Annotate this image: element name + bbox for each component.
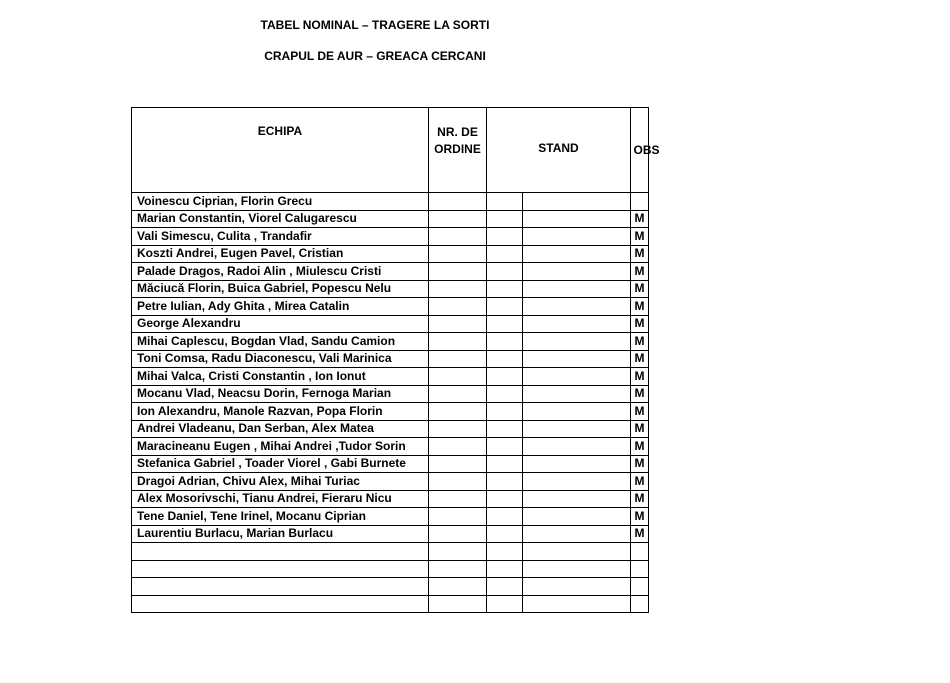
cell-stand-b [523,280,631,298]
cell-echipa: Tene Daniel, Tene Irinel, Mocanu Ciprian [132,508,429,526]
cell-echipa: Mihai Caplescu, Bogdan Vlad, Sandu Camion [132,333,429,351]
cell-stand-b [523,490,631,508]
cell-nr-ordine [429,280,487,298]
cell-stand-a [487,245,523,263]
cell-stand-a [487,228,523,246]
cell-echipa: Maracineanu Eugen , Mihai Andrei ,Tudor Sorin [132,438,429,456]
cell-echipa: Andrei Vladeanu, Dan Serban, Alex Matea [132,420,429,438]
cell-stand-b [523,245,631,263]
cell-nr-ordine [429,543,487,561]
cell-echipa: Marian Constantin, Viorel Calugarescu [132,210,429,228]
cell-stand-a [487,315,523,333]
header-nr-line2: ORDINE [434,142,481,156]
table-row [132,368,649,386]
table-row [132,333,649,351]
cell-echipa [132,595,429,613]
cell-nr-ordine [429,508,487,526]
cell-stand-a [487,508,523,526]
cell-stand-a [487,403,523,421]
table-row [132,455,649,473]
table-row [132,420,649,438]
cell-obs: M [631,333,649,351]
cell-nr-ordine [429,438,487,456]
cell-stand-b [523,525,631,543]
cell-stand-b [523,193,631,211]
table-row [132,508,649,526]
cell-echipa: Petre Iulian, Ady Ghita , Mirea Catalin [132,298,429,316]
cell-obs [631,560,649,578]
cell-nr-ordine [429,210,487,228]
table-row [132,228,649,246]
cell-stand-a [487,420,523,438]
table-row [132,315,649,333]
cell-nr-ordine [429,595,487,613]
cell-obs: M [631,438,649,456]
cell-stand-a [487,350,523,368]
cell-stand-a [487,298,523,316]
cell-echipa: George Alexandru [132,315,429,333]
cell-nr-ordine [429,473,487,491]
cell-stand-b [523,210,631,228]
cell-obs: M [631,368,649,386]
cell-echipa [132,578,429,596]
cell-stand-b [523,350,631,368]
cell-nr-ordine [429,455,487,473]
cell-echipa: Alex Mosorivschi, Tianu Andrei, Fieraru Nicu [132,490,429,508]
cell-obs: M [631,350,649,368]
cell-stand-b [523,578,631,596]
cell-stand-b [523,368,631,386]
cell-obs: M [631,525,649,543]
table-row [132,438,649,456]
cell-obs: M [631,473,649,491]
cell-echipa: Vali Simescu, Culita , Trandafir [132,228,429,246]
cell-stand-b [523,508,631,526]
cell-stand-a [487,438,523,456]
cell-echipa: Mocanu Vlad, Neacsu Dorin, Fernoga Marian [132,385,429,403]
cell-stand-b [523,438,631,456]
cell-obs: M [631,263,649,281]
cell-echipa: Laurentiu Burlacu, Marian Burlacu [132,525,429,543]
cell-nr-ordine [429,368,487,386]
cell-echipa: Palade Dragos, Radoi Alin , Miulescu Cristi [132,263,429,281]
cell-echipa [132,560,429,578]
cell-nr-ordine [429,560,487,578]
cell-stand-a [487,490,523,508]
cell-obs: M [631,455,649,473]
cell-stand-a [487,595,523,613]
cell-stand-a [487,385,523,403]
cell-obs [631,193,649,211]
cell-nr-ordine [429,228,487,246]
cell-echipa: Măciucă Florin, Buica Gabriel, Popescu Nelu [132,280,429,298]
cell-stand-a [487,525,523,543]
cell-obs: M [631,280,649,298]
cell-nr-ordine [429,350,487,368]
cell-stand-a [487,560,523,578]
table-row [132,595,649,613]
table-row [132,280,649,298]
cell-stand-a [487,193,523,211]
table-row [132,193,649,211]
table-row [132,385,649,403]
cell-obs: M [631,245,649,263]
cell-nr-ordine [429,245,487,263]
cell-nr-ordine [429,263,487,281]
cell-stand-b [523,543,631,561]
cell-obs: M [631,210,649,228]
cell-stand-b [523,333,631,351]
cell-stand-b [523,560,631,578]
table-row [132,578,649,596]
cell-nr-ordine [429,525,487,543]
cell-stand-a [487,543,523,561]
cell-echipa: Stefanica Gabriel , Toader Viorel , Gabi Burnete [132,455,429,473]
cell-stand-a [487,280,523,298]
cell-obs [631,578,649,596]
cell-echipa: Dragoi Adrian, Chivu Alex, Mihai Turiac [132,473,429,491]
table-row [132,350,649,368]
cell-obs: M [631,508,649,526]
table-header-row [132,108,649,193]
cell-obs [631,543,649,561]
table-row [132,473,649,491]
document-subtitle: CRAPUL DE AUR – GREACA CERCANI [264,49,486,63]
cell-stand-a [487,578,523,596]
table-row [132,403,649,421]
header-echipa [132,108,429,193]
cell-nr-ordine [429,333,487,351]
cell-nr-ordine [429,298,487,316]
header-stand-label: STAND [538,141,579,155]
cell-nr-ordine [429,315,487,333]
header-obs [631,108,660,193]
cell-obs [631,595,649,613]
cell-obs: M [631,403,649,421]
cell-stand-b [523,455,631,473]
header-echipa-label: ECHIPA [257,124,303,138]
cell-echipa: Ion Alexandru, Manole Razvan, Popa Florin [132,403,429,421]
cell-stand-a [487,368,523,386]
cell-nr-ordine [429,420,487,438]
header-nr-ordine-label [429,108,486,158]
cell-echipa: Toni Comsa, Radu Diaconescu, Vali Marinica [132,350,429,368]
nominal-table [131,107,660,613]
cell-obs: M [631,490,649,508]
cell-stand-a [487,333,523,351]
cell-stand-a [487,263,523,281]
cell-stand-b [523,228,631,246]
cell-nr-ordine [429,385,487,403]
cell-stand-b [523,473,631,491]
cell-stand-b [523,595,631,613]
cell-stand-b [523,298,631,316]
cell-obs: M [631,228,649,246]
header-stand [487,108,631,193]
cell-nr-ordine [429,403,487,421]
cell-stand-a [487,473,523,491]
cell-stand-b [523,315,631,333]
document-title: TABEL NOMINAL – TRAGERE LA SORTI [260,18,490,32]
table-row [132,543,649,561]
header-nr-ordine [429,108,487,193]
table-row [132,245,649,263]
cell-stand-b [523,385,631,403]
table-row [132,210,649,228]
cell-nr-ordine [429,490,487,508]
table-row [132,298,649,316]
cell-stand-b [523,403,631,421]
cell-nr-ordine [429,193,487,211]
table-body [132,108,660,613]
table-row [132,560,649,578]
cell-echipa: Voinescu Ciprian, Florin Grecu [132,193,429,211]
cell-nr-ordine [429,578,487,596]
header-nr-line1: NR. DE [437,125,478,139]
cell-stand-a [487,455,523,473]
cell-stand-b [523,263,631,281]
cell-stand-b [523,420,631,438]
cell-echipa: Mihai Valca, Cristi Constantin , Ion Ionut [132,368,429,386]
cell-obs: M [631,298,649,316]
table-row [132,263,649,281]
cell-obs: M [631,385,649,403]
cell-stand-a [487,210,523,228]
cell-echipa: Koszti Andrei, Eugen Pavel, Cristian [132,245,429,263]
table-row [132,490,649,508]
cell-obs: M [631,420,649,438]
cell-obs: M [631,315,649,333]
header-obs-label: OBS [633,143,660,157]
table-row [132,525,649,543]
cell-echipa [132,543,429,561]
